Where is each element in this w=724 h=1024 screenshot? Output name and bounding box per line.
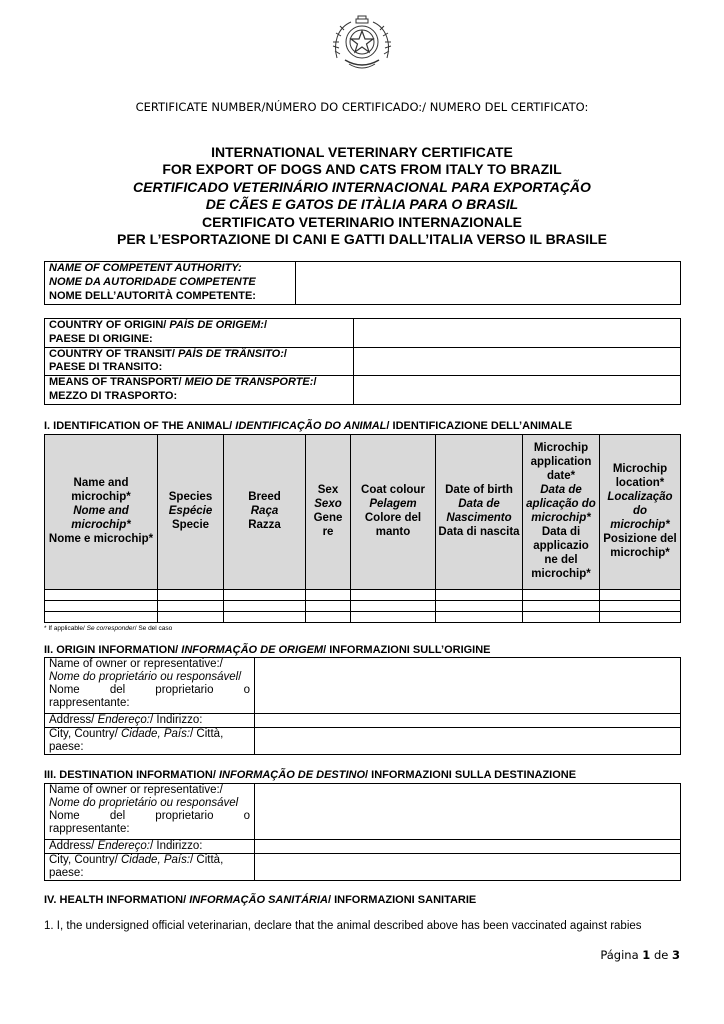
transport-label-slash: / bbox=[313, 376, 317, 389]
page-total: 3 bbox=[671, 948, 680, 962]
section-3-en: III. DESTINATION INFORMATION/ bbox=[44, 769, 219, 781]
country-of-origin-label bbox=[45, 319, 354, 348]
animal-cell[interactable] bbox=[158, 612, 224, 623]
col-breed bbox=[224, 435, 306, 590]
competent-authority-table bbox=[44, 261, 681, 305]
title-line-it-2: PER L’ESPORTAZIONE DI CANI E GATTI DALL’ITALIA VERSO IL BRASILE bbox=[116, 231, 608, 248]
origin-label-en: COUNTRY OF ORIGIN/ bbox=[49, 319, 170, 331]
animal-cell[interactable] bbox=[306, 612, 351, 623]
destination-address-field[interactable] bbox=[255, 840, 681, 854]
owner-label-en: Name of owner or representative:/ bbox=[49, 658, 223, 670]
animal-cell[interactable] bbox=[306, 590, 351, 601]
col-name-microchip bbox=[45, 435, 158, 590]
competent-authority-field[interactable] bbox=[296, 262, 681, 305]
animal-cell[interactable] bbox=[523, 590, 600, 601]
col-breed-en: Breed bbox=[248, 491, 281, 504]
footnote-it: / Se del caso bbox=[134, 625, 173, 632]
col-species-en: Species bbox=[168, 491, 213, 504]
animal-cell[interactable] bbox=[523, 612, 600, 623]
italian-republic-emblem-icon bbox=[331, 14, 393, 74]
authority-label-pt: NOME DA AUTORIDADE COMPETENTE bbox=[49, 275, 256, 288]
col-dob-it: Data di nascita bbox=[438, 525, 520, 538]
owner-label-it-word: o bbox=[243, 683, 250, 696]
country-of-origin-field[interactable] bbox=[354, 319, 681, 348]
page-prefix: Página bbox=[600, 948, 643, 962]
address-label-pt: Endereço: bbox=[97, 840, 151, 852]
animal-cell[interactable] bbox=[45, 590, 158, 601]
col-mcl-en: Microchip location* bbox=[612, 463, 668, 490]
city-label-it-end: paese: bbox=[49, 740, 84, 753]
origin-owner-field[interactable] bbox=[255, 658, 681, 714]
animal-cell[interactable] bbox=[436, 601, 523, 612]
col-sex-pt: Sexo bbox=[314, 498, 342, 511]
origin-label-slash: / bbox=[263, 319, 267, 331]
col-mca-en: Microchip application date* bbox=[530, 442, 592, 483]
title-line-pt-2: DE CÃES E GATOS DE ITÀLIA PARA O BRASIL bbox=[205, 196, 519, 213]
col-name-en: Name and microchip* bbox=[71, 477, 131, 504]
competent-authority-label bbox=[45, 262, 296, 305]
animal-cell[interactable] bbox=[158, 590, 224, 601]
origin-transit-table bbox=[44, 318, 681, 405]
city-label-en: City, Country/ bbox=[49, 727, 121, 740]
transit-label-slash: / bbox=[283, 347, 287, 360]
animal-cell[interactable] bbox=[45, 601, 158, 612]
transport-label-en: MEANS OF TRANSPORT/ bbox=[49, 376, 185, 389]
address-label-pt: Endereço: bbox=[97, 714, 151, 726]
animal-cell[interactable] bbox=[600, 601, 681, 612]
section-1-heading bbox=[44, 420, 572, 432]
owner-label-it-end: rappresentante: bbox=[49, 696, 130, 709]
transit-label-en: COUNTRY OF TRANSIT/ bbox=[49, 347, 178, 360]
address-label-it: / Indirizzo: bbox=[150, 840, 203, 852]
animal-cell[interactable] bbox=[351, 612, 436, 623]
transit-label-it: PAESE DI TRANSITO: bbox=[49, 361, 163, 374]
owner-label-it-end: rappresentante: bbox=[49, 822, 130, 835]
col-microchip-location bbox=[600, 435, 681, 590]
destination-owner-field[interactable] bbox=[255, 784, 681, 840]
col-mca-it: Data di applicazio ne del microchip* bbox=[531, 525, 591, 580]
section-3-it: / INFORMAZIONI SULLA DESTINAZIONE bbox=[365, 769, 577, 781]
country-of-transit-label bbox=[45, 347, 354, 376]
animal-cell[interactable] bbox=[351, 590, 436, 601]
col-mca-pt: Data de aplicação do microchip* bbox=[526, 484, 596, 524]
origin-information-table bbox=[44, 657, 681, 755]
title-line-it-1: CERTIFICATO VETERINARIO INTERNAZIONALE bbox=[202, 213, 522, 230]
animal-cell[interactable] bbox=[45, 612, 158, 623]
animal-cell[interactable] bbox=[224, 612, 306, 623]
origin-city-label bbox=[45, 727, 255, 754]
page-number bbox=[600, 948, 680, 962]
col-coat-it: Colore del manto bbox=[364, 512, 422, 538]
section-1-it: / IDENTIFICAZIONE DELL’ANIMALE bbox=[386, 420, 573, 432]
transport-label-it: MEZZO DI TRASPORTO: bbox=[49, 389, 178, 402]
section-2-heading bbox=[44, 644, 491, 656]
page-middle: de bbox=[650, 948, 672, 962]
means-of-transport-label bbox=[45, 376, 354, 405]
origin-address-label bbox=[45, 714, 255, 728]
city-label-it: / Città, bbox=[190, 853, 224, 866]
animal-cell[interactable] bbox=[351, 601, 436, 612]
city-label-pt: Cidade, País: bbox=[121, 727, 191, 740]
owner-label-slash: / bbox=[238, 670, 242, 683]
section-1-pt: IDENTIFICAÇÃO DO ANIMAL bbox=[235, 420, 387, 432]
title-line-en-1: INTERNATIONAL VETERINARY CERTIFICATE bbox=[211, 144, 513, 160]
owner-label-en: Name of owner or representative:/ bbox=[49, 784, 223, 796]
section-2-pt: INFORMAÇÃO DE ORIGEM bbox=[181, 644, 324, 656]
means-of-transport-field[interactable] bbox=[354, 376, 681, 405]
col-species bbox=[158, 435, 224, 590]
declaration-text: 1. I, the undersigned official veterinarian, declare that the animal described above has been vaccinated against rabies bbox=[44, 920, 642, 932]
animal-cell[interactable] bbox=[306, 601, 351, 612]
footnote-en: * If applicable/ bbox=[44, 625, 87, 632]
destination-city-field[interactable] bbox=[255, 853, 681, 880]
col-microchip-application-date bbox=[523, 435, 600, 590]
animal-cell[interactable] bbox=[600, 590, 681, 601]
destination-information-table bbox=[44, 783, 681, 881]
owner-label-it-word: del bbox=[109, 809, 126, 822]
owner-label-it-word: o bbox=[243, 809, 250, 822]
city-label-pt: Cidade, País: bbox=[121, 853, 191, 866]
animal-row bbox=[45, 601, 681, 612]
owner-label-it-word: proprietario bbox=[155, 809, 214, 822]
animal-cell[interactable] bbox=[436, 590, 523, 601]
section-4-heading bbox=[44, 894, 476, 906]
animal-cell[interactable] bbox=[158, 601, 224, 612]
address-label-it: / Indirizzo: bbox=[150, 714, 203, 726]
animal-cell[interactable] bbox=[224, 601, 306, 612]
city-label-it-end: paese: bbox=[49, 866, 84, 879]
city-label-en: City, Country/ bbox=[49, 853, 121, 866]
title-line-en-2: FOR EXPORT OF DOGS AND CATS FROM ITALY TO BRAZIL bbox=[162, 161, 562, 178]
title-line-pt-1: CERTIFICADO VETERINÁRIO INTERNACIONAL PARA EXPORTAÇÃO bbox=[133, 178, 591, 195]
transport-label-pt: MEIO DE TRANSPORTE: bbox=[184, 376, 314, 389]
origin-owner-label bbox=[45, 658, 255, 714]
authority-label-en: NAME OF COMPETENT AUTHORITY: bbox=[49, 262, 242, 274]
section-2-it: / INFORMAZIONI SULL’ORIGINE bbox=[323, 644, 491, 656]
destination-owner-label bbox=[45, 784, 255, 840]
col-name-pt: Nome and microchip* bbox=[71, 505, 131, 531]
certificate-number-label: CERTIFICATE NUMBER/NÚMERO DO CERTIFICADO:/ NUMERO DEL CERTIFICATO: bbox=[135, 100, 589, 114]
owner-label-pt: Nome do proprietário ou responsável bbox=[49, 796, 239, 809]
col-dob-pt: Data de Nascimento bbox=[446, 498, 512, 524]
owner-label-it-word: proprietario bbox=[155, 683, 214, 696]
col-mcl-it: Posizione del microchip* bbox=[603, 532, 677, 559]
col-species-it: Specie bbox=[171, 518, 210, 531]
origin-label-pt: PAÍS DE ORIGEM: bbox=[169, 319, 264, 331]
section-1-en: I. IDENTIFICATION OF THE ANIMAL/ bbox=[44, 420, 236, 432]
owner-label-it-word: Nome bbox=[49, 809, 80, 822]
address-label-en: Address/ bbox=[49, 840, 98, 852]
origin-city-field[interactable] bbox=[255, 727, 681, 754]
col-breed-pt: Raça bbox=[250, 505, 279, 518]
col-mcl-pt: Localização do microchip* bbox=[607, 491, 673, 531]
col-sex-en: Sex bbox=[317, 484, 339, 497]
col-sex bbox=[306, 435, 351, 590]
owner-label-it-word: Nome bbox=[49, 683, 80, 696]
footnote-pt: Se corresponder bbox=[86, 625, 135, 632]
section-3-pt: INFORMAÇÃO DE DESTINO bbox=[218, 769, 366, 781]
page-current: 1 bbox=[642, 948, 651, 962]
footnote bbox=[44, 625, 172, 632]
animal-identification-table bbox=[44, 434, 681, 623]
owner-label-it-word: del bbox=[109, 683, 126, 696]
authority-label-it: NOME DELL’AUTORITÀ COMPETENTE: bbox=[49, 289, 256, 302]
col-coat-en: Coat colour bbox=[361, 484, 425, 497]
city-label-it: / Città, bbox=[190, 727, 224, 740]
origin-address-field[interactable] bbox=[255, 714, 681, 728]
col-breed-it: Razza bbox=[248, 518, 281, 531]
col-sex-it: Gene re bbox=[313, 512, 343, 538]
section-4-pt: INFORMAÇÃO SANITÁRIA bbox=[189, 894, 328, 906]
animal-row bbox=[45, 612, 681, 623]
animal-cell[interactable] bbox=[600, 612, 681, 623]
destination-city-label bbox=[45, 853, 255, 880]
animal-cell[interactable] bbox=[436, 612, 523, 623]
col-date-of-birth bbox=[436, 435, 523, 590]
section-2-en: II. ORIGIN INFORMATION/ bbox=[44, 644, 182, 656]
col-species-pt: Espécie bbox=[168, 505, 213, 518]
origin-label-it: PAESE DI ORIGINE: bbox=[49, 332, 153, 345]
col-coat-colour bbox=[351, 435, 436, 590]
animal-row bbox=[45, 590, 681, 601]
col-dob-en: Date of birth bbox=[445, 484, 513, 497]
section-4-en: IV. HEALTH INFORMATION/ bbox=[44, 894, 190, 906]
certificate-title bbox=[0, 144, 724, 248]
section-3-heading bbox=[44, 769, 576, 781]
animal-cell[interactable] bbox=[224, 590, 306, 601]
destination-address-label bbox=[45, 840, 255, 854]
section-4-it: / INFORMAZIONI SANITARIE bbox=[327, 894, 477, 906]
transit-label-pt: PAÍS DE TRÂNSITO: bbox=[177, 347, 284, 360]
col-coat-pt: Pelagem bbox=[369, 498, 417, 511]
owner-label-pt: Nome do proprietário ou responsável bbox=[49, 670, 239, 683]
col-name-it: Nome e microchip* bbox=[48, 532, 154, 545]
country-of-transit-field[interactable] bbox=[354, 347, 681, 376]
animal-cell[interactable] bbox=[523, 601, 600, 612]
address-label-en: Address/ bbox=[49, 714, 98, 726]
